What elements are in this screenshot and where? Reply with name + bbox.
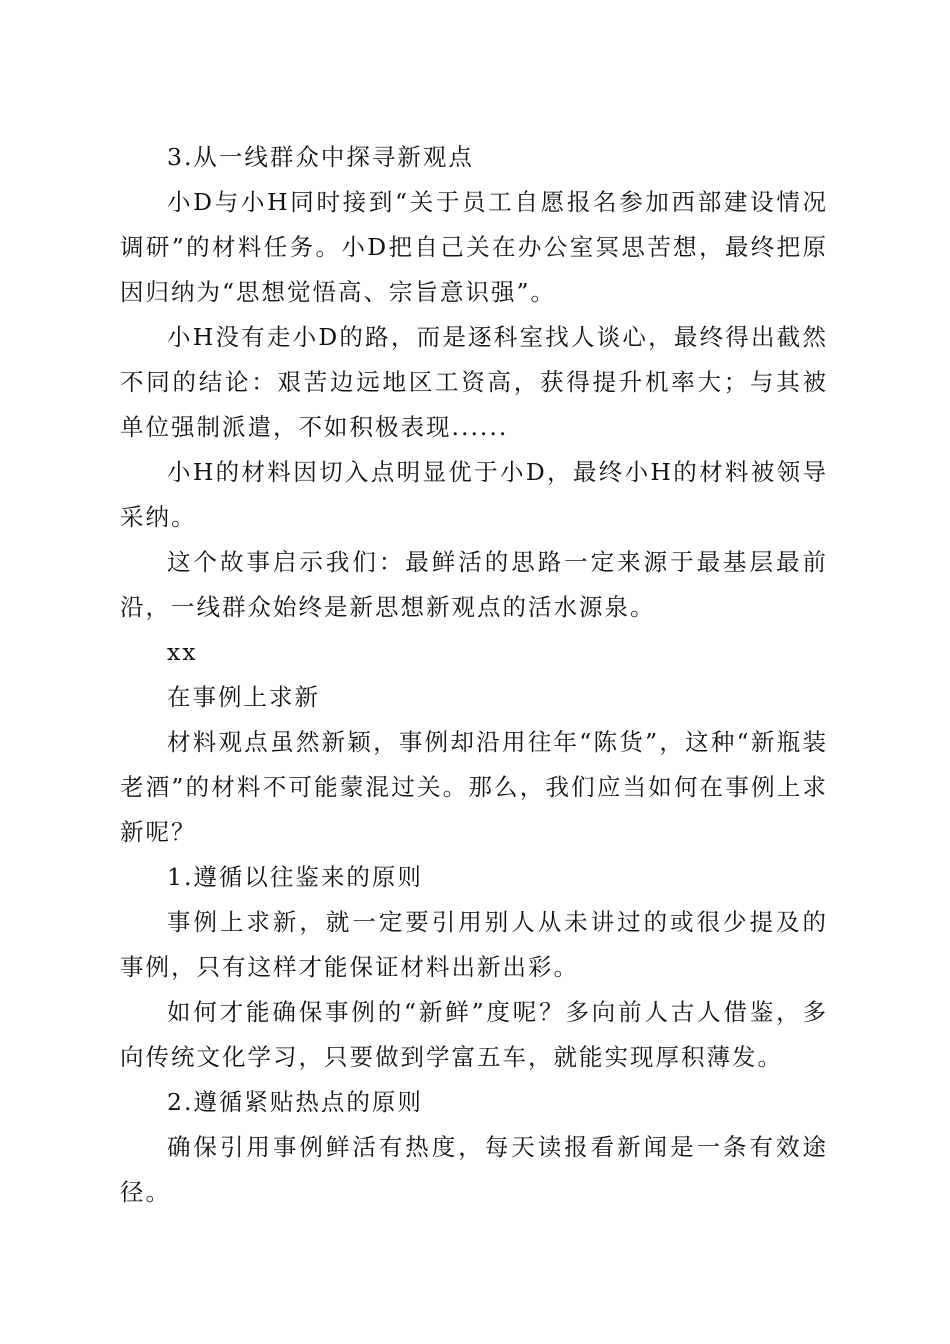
section-heading-grassroots: 3.从一线群众中探寻新观点	[167, 143, 474, 171]
paragraph-principle-2-a: 确保引用事例鲜活有热度，每天读报看新闻是一条有效途径。	[120, 1133, 828, 1206]
paragraph-principle-1-a: 事例上求新，就一定要引用别人从未讲过的或很少提及的事例，只有这样才能保证材料出新出彩。	[120, 908, 828, 981]
paragraph-examples-intro: 材料观点虽然新颖，事例却沿用往年“陈货”，这种“新瓶装老酒”的材料不可能蒙混过关。那么，我们应当如何在事例上求新呢？	[120, 728, 828, 846]
section-heading-principle-2: 2.遵循紧贴热点的原则	[167, 1088, 423, 1116]
document-body	[120, 135, 828, 1215]
paragraph-principle-1-b: 如何才能确保事例的“新鲜”度呢？多向前人古人借鉴，多向传统文化学习，只要做到学富五车，就能实现厚积薄发。	[120, 998, 828, 1071]
paragraph-story-result: 小H的材料因切入点明显优于小D，最终小H的材料被领导采纳。	[120, 458, 828, 531]
section-title-examples: 在事例上求新	[167, 683, 320, 711]
section-heading-principle-1: 1.遵循以往鉴来的原则	[167, 863, 423, 891]
paragraph-story-h: 小H没有走小D的路，而是逐科室找人谈心，最终得出截然不同的结论：艰苦边远地区工资高，获得提升机率大；与其被单位强制派遣，不如积极表现......	[120, 323, 828, 441]
paragraph-story-lesson: 这个故事启示我们：最鲜活的思路一定来源于最基层最前沿，一线群众始终是新思想新观点的活水源泉。	[120, 548, 828, 621]
paragraph-story-intro: 小D与小H同时接到“关于员工自愿报名参加西部建设情况调研”的材料任务。小D把自己关在办公室冥思苦想，最终把原因归纳为“思想觉悟高、宗旨意识强”。	[120, 188, 828, 306]
placeholder-marker: xx	[167, 638, 198, 666]
